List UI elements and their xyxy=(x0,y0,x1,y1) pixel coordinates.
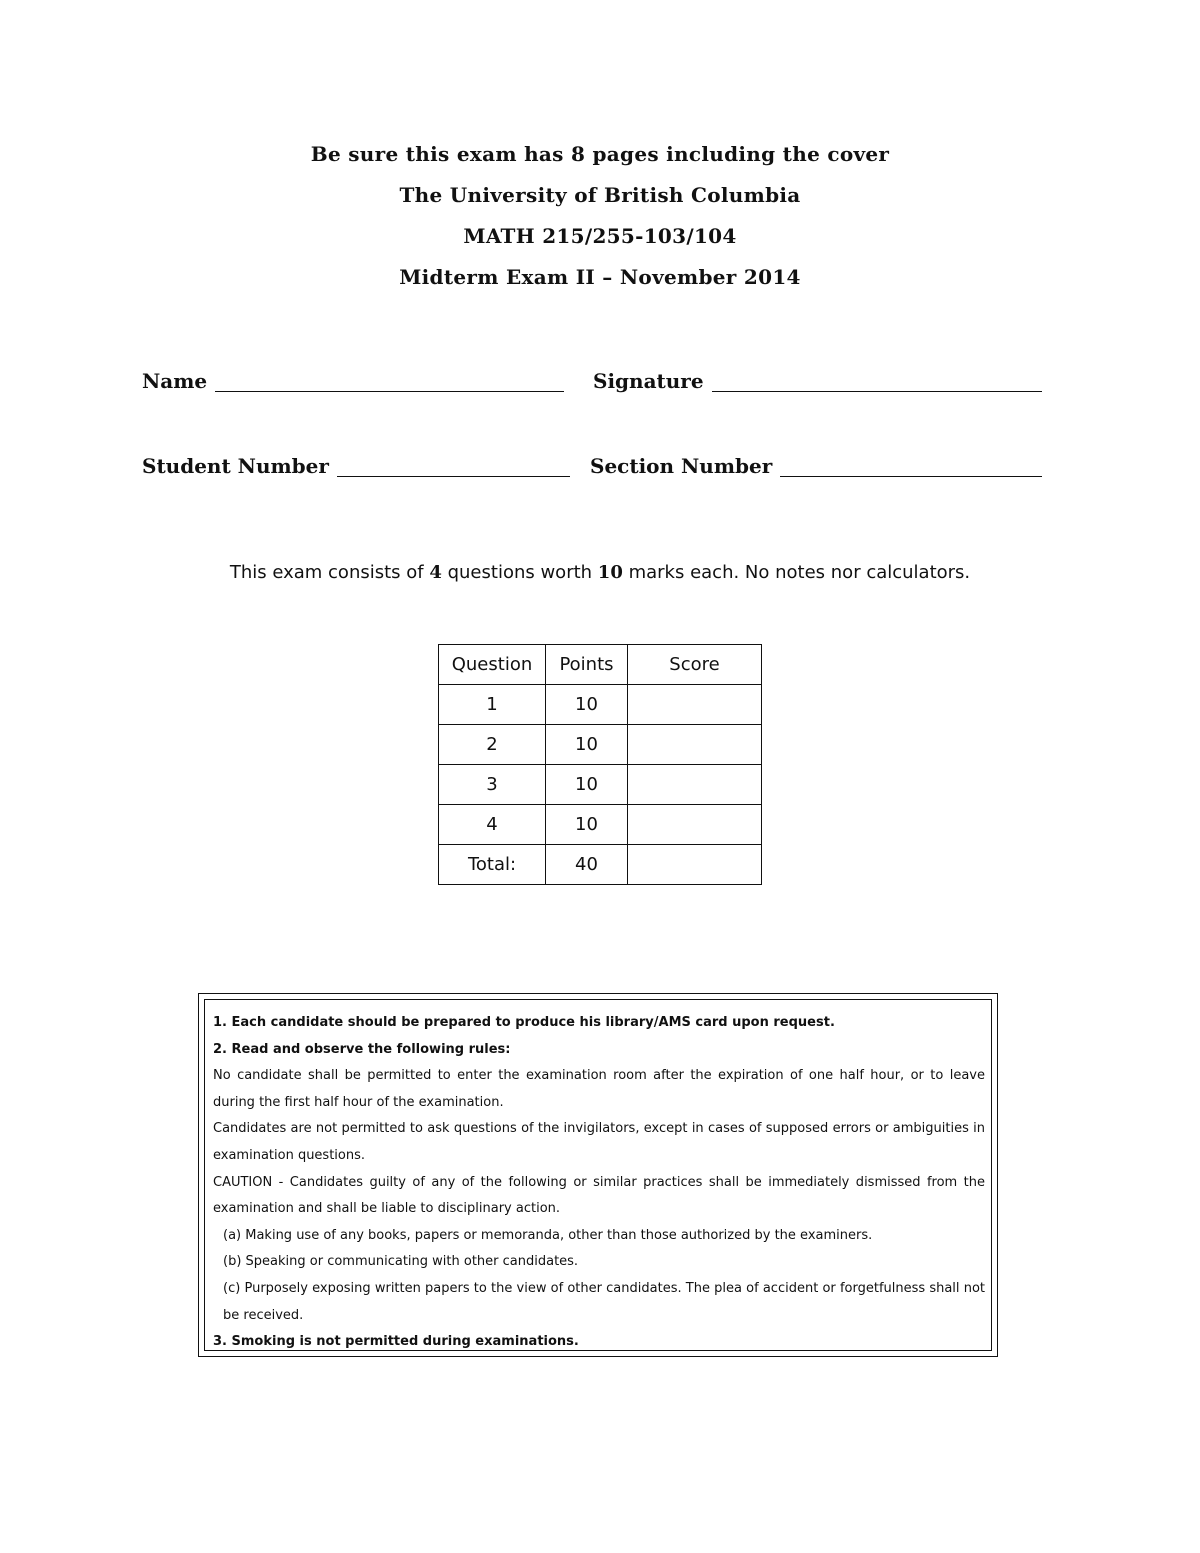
score-cell[interactable] xyxy=(628,685,762,725)
table-total-row xyxy=(439,845,762,885)
points-cell: 10 xyxy=(546,725,628,765)
total-score-cell[interactable] xyxy=(628,845,762,885)
intro-text-2: questions worth xyxy=(441,562,598,583)
rule-questions: Candidates are not permitted to ask questions of the invigilators, except in cases of supposed errors or ambiguities in examination questions. xyxy=(213,1121,985,1163)
signature-blank-line[interactable] xyxy=(712,372,1042,392)
question-cell: 3 xyxy=(439,765,546,805)
intro-question-count: 4 xyxy=(429,562,442,583)
student-number-field[interactable] xyxy=(142,455,570,477)
header-score: Score xyxy=(628,645,762,685)
section-number-label: Section Number xyxy=(590,454,773,478)
student-number-blank-line[interactable] xyxy=(337,457,570,477)
rule-caution-b: (b) Speaking or communicating with other candidates. xyxy=(223,1254,579,1270)
question-cell: 4 xyxy=(439,805,546,845)
points-cell: 10 xyxy=(546,685,628,725)
section-number-field[interactable] xyxy=(590,455,1042,477)
points-cell: 10 xyxy=(546,805,628,845)
table-row xyxy=(439,765,762,805)
total-label-cell: Total: xyxy=(439,845,546,885)
table-row xyxy=(439,685,762,725)
total-points-cell: 40 xyxy=(546,845,628,885)
table-row xyxy=(439,725,762,765)
intro-text-1: This exam consists of xyxy=(229,562,430,583)
student-section-row xyxy=(142,455,1042,485)
rule-caution: CAUTION - Candidates guilty of any of the following or similar practices shall be immediately dismissed from the examination and shall be liable to disciplinary action. xyxy=(213,1174,985,1217)
exam-title: Midterm Exam II – November 2014 xyxy=(399,265,801,289)
intro-text-3: marks each. No notes nor calculators. xyxy=(622,562,971,583)
header-question: Question xyxy=(439,645,546,685)
points-cell: 10 xyxy=(546,765,628,805)
rule-late-entry: No candidate shall be permitted to enter the examination room after the expiration of one half hour, or to leave during the first half hour of the examination. xyxy=(213,1068,985,1110)
table-row xyxy=(439,805,762,845)
university-name: The University of British Columbia xyxy=(399,183,801,207)
score-cell[interactable] xyxy=(628,805,762,845)
course-code: MATH 215/255-103/104 xyxy=(463,224,737,248)
rule-1: 1. Each candidate should be prepared to produce his library/AMS card upon request. xyxy=(213,1015,835,1030)
section-number-blank-line[interactable] xyxy=(780,457,1042,477)
rule-caution-a: (a) Making use of any books, papers or memoranda, other than those authorized by the examiners. xyxy=(223,1227,873,1243)
header-points: Points xyxy=(546,645,628,685)
student-number-label: Student Number xyxy=(142,454,329,478)
name-blank-line[interactable] xyxy=(215,372,564,392)
question-cell: 2 xyxy=(439,725,546,765)
exam-rules-box xyxy=(198,993,998,1357)
signature-field[interactable] xyxy=(593,370,1042,392)
score-cell[interactable] xyxy=(628,765,762,805)
exam-page-count-note: Be sure this exam has 8 pages including the cover xyxy=(310,142,890,166)
score-cell[interactable] xyxy=(628,725,762,765)
rule-caution-c: (c) Purposely exposing written papers to the view of other candidates. The plea of accident or forgetfulness shall not be received. xyxy=(223,1280,985,1323)
intro-marks-each: 10 xyxy=(597,562,623,583)
question-cell: 1 xyxy=(439,685,546,725)
score-table xyxy=(438,644,762,885)
name-signature-row xyxy=(142,370,1042,400)
exam-rules-inner-box xyxy=(204,999,992,1351)
name-field[interactable] xyxy=(142,370,564,392)
exam-instructions xyxy=(0,562,1200,583)
table-header-row xyxy=(439,645,762,685)
rule-2: 2. Read and observe the following rules: xyxy=(213,1041,511,1057)
signature-label: Signature xyxy=(593,369,704,393)
name-label: Name xyxy=(142,369,208,393)
rule-3: 3. Smoking is not permitted during examinations. xyxy=(213,1334,579,1350)
